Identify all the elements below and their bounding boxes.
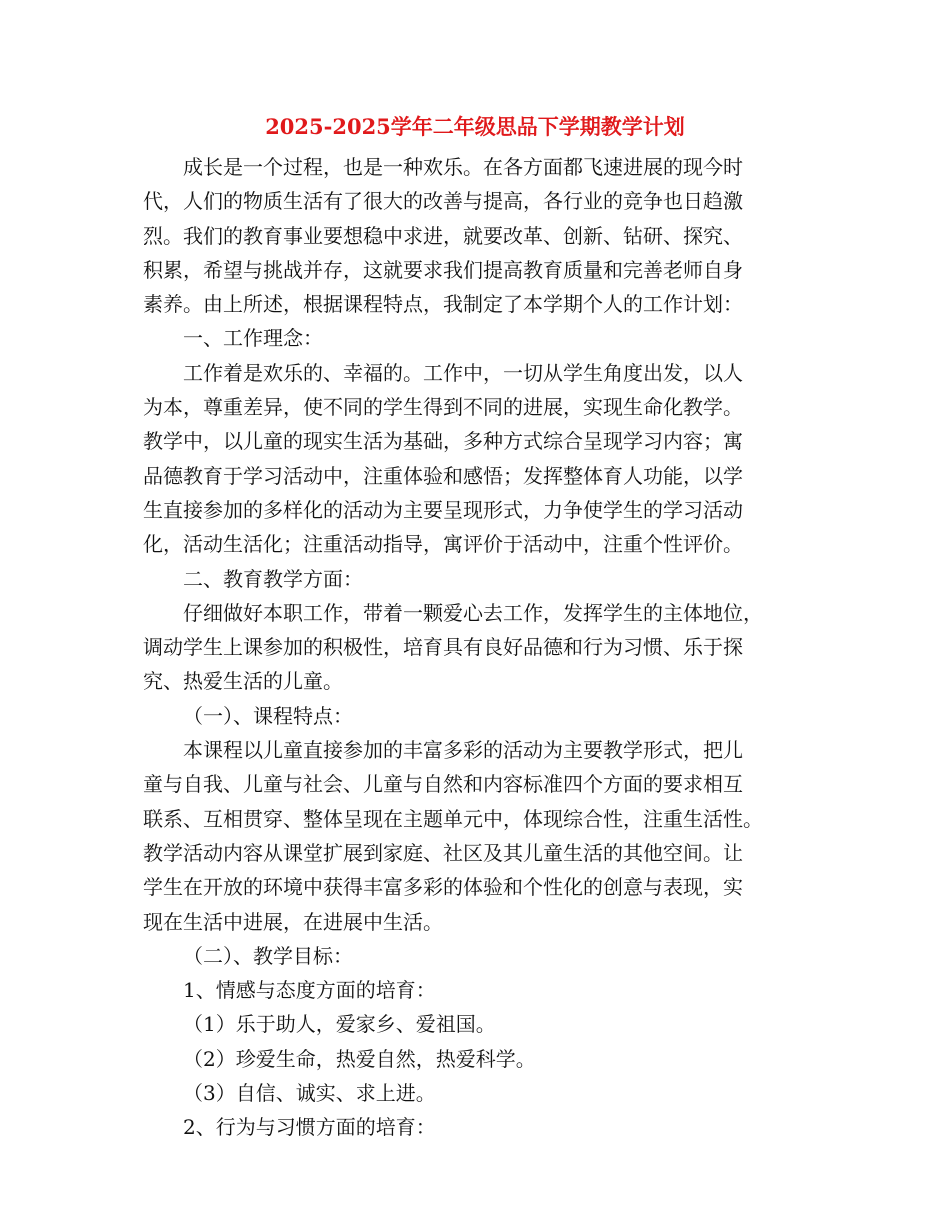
paragraph-line: 仔细做好本职工作，带着一颗爱心去工作，发挥学生的主体地位， — [183, 600, 763, 625]
paragraph-line: 教学活动内容从课堂扩展到家庭、社区及其儿童生活的其他空间。让 — [143, 840, 743, 865]
paragraph-line: 本课程以儿童直接参加的丰富多彩的活动为主要教学形式，把儿 — [183, 738, 743, 763]
document-body — [143, 150, 811, 1145]
teaching-paragraph — [143, 596, 811, 699]
subsection-heading-course-features: （一）、课程特点： — [183, 703, 353, 728]
goal-heading-emotion-attitude: 1、情感与态度方面的培育： — [183, 978, 436, 1003]
intro-paragraph — [143, 150, 811, 321]
intro-line: 成长是一个过程，也是一种欢乐。在各方面都飞速进展的现今时 — [183, 155, 743, 179]
intro-line: 代，人们的物质生活有了很大的改善与提高，各行业的竞争也日趋激 — [143, 189, 743, 214]
section-heading-teaching: 二、教育教学方面： — [183, 566, 363, 591]
work-philosophy-paragraph — [143, 356, 811, 562]
paragraph-line: 为本，尊重差异，使不同的学生得到不同的进展，实现生命化教学。 — [143, 395, 743, 420]
paragraph-line: 学生在开放的环境中获得丰富多彩的体验和个性化的创意与表现，实 — [143, 875, 743, 900]
goal-item: （2）珍爱生命，热爱自然，热爱科学。 — [183, 1046, 536, 1071]
paragraph-line: 工作着是欢乐的、幸福的。工作中，一切从学生角度出发，以人 — [183, 360, 743, 385]
paragraph-line: 童与自我、儿童与社会、儿童与自然和内容标准四个方面的要求相互 — [143, 772, 743, 797]
goal-heading-behavior-habit: 2、行为与习惯方面的培育： — [183, 1115, 436, 1140]
subsection-heading-teaching-goals: （二）、教学目标： — [183, 943, 353, 968]
document-title: 2025-2025学年二年级思品下学期教学计划 — [265, 114, 685, 139]
paragraph-line: 调动学生上课参加的积极性，培育具有良好品德和行为习惯、乐于探 — [143, 635, 743, 660]
paragraph-line: 品德教育于学习活动中，注重体验和感悟；发挥整体育人功能，以学 — [143, 463, 743, 488]
paragraph-line: 究、热爱生活的儿童。 — [143, 669, 343, 694]
intro-line: 积累，希望与挑战并存，这就要求我们提高教育质量和完善老师自身 — [143, 257, 743, 282]
paragraph-line: 联系、互相贯穿、整体呈现在主题单元中，体现综合性，注重生活性。 — [143, 806, 763, 831]
paragraph-line: 现在生活中进展，在进展中生活。 — [143, 909, 443, 934]
paragraph-line: 化，活动生活化；注重活动指导，寓评价于活动中，注重个性评价。 — [143, 532, 743, 557]
goal-item: （3）自信、诚实、求上进。 — [183, 1081, 436, 1106]
intro-line: 烈。我们的教育事业要想稳中求进，就要改革、创新、钻研、探究、 — [143, 223, 743, 248]
intro-line: 素养。由上所述，根据课程特点，我制定了本学期个人的工作计划： — [143, 292, 743, 317]
goal-item: （1）乐于助人，爱家乡、爱祖国。 — [183, 1012, 496, 1037]
course-features-paragraph — [143, 733, 811, 939]
section-heading-work-philosophy: 一、工作理念： — [183, 326, 323, 351]
paragraph-line: 教学中，以儿童的现实生活为基础，多种方式综合呈现学习内容；寓 — [143, 429, 743, 454]
paragraph-line: 生直接参加的多样化的活动为主要呈现形式，力争使学生的学习活动 — [143, 497, 743, 522]
